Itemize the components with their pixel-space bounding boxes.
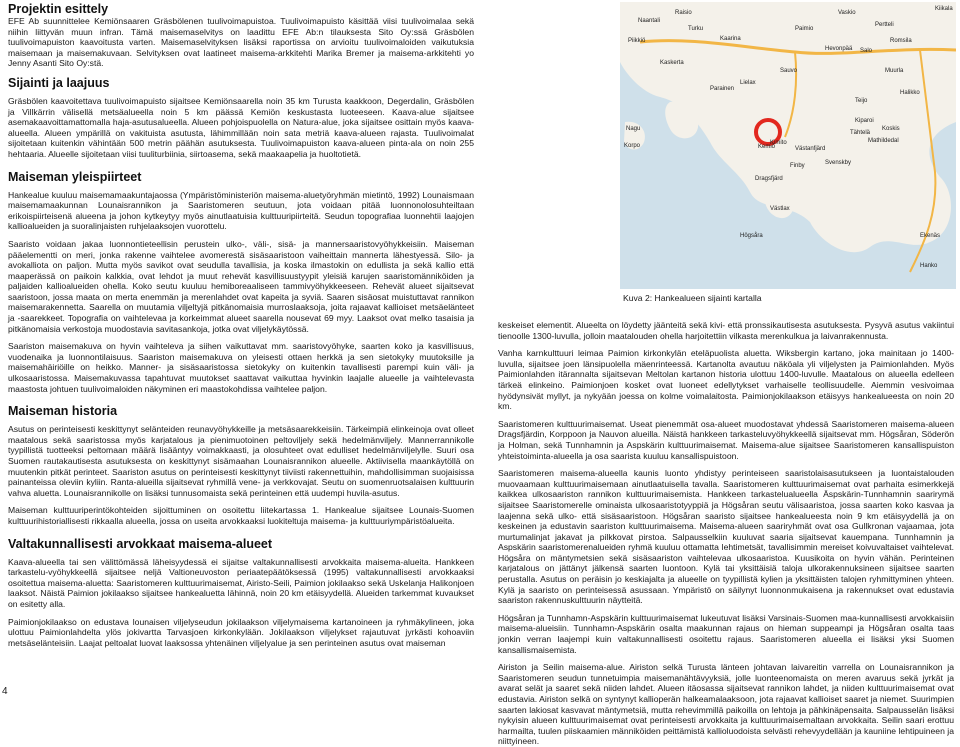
valtakunnalliset-heading: Valtakunnallisesti arvokkaat maisema-alueet — [8, 536, 273, 551]
map-label: Romsila — [890, 38, 912, 44]
map-label: Koskis — [882, 126, 900, 132]
map-label: Kiparoi — [855, 118, 874, 124]
right-paragraph-5: Högsåran ja Tunnhamn-Aspskärin kulttuurimaisemat lukeutuvat lisäksi Varsinais-Suomen maa-kunnallisesti arvokkaisiin maisema-alueisiin. Tunnhamn-Aspskärin osalta maakunnan rajaus on hieman suppeampi ja Högsåran osalta taas jonkin verran laajempi kuin valtakunnallisesti osoitettu rajaus. Saaristomeren alueella ei lisäksi yksi Suomen kansallismaisemista. — [498, 612, 954, 655]
right-paragraph-2: Vanha karnkulttuuri leimaa Paimion kirkonkylän eteläpuolista aluetta. Wiksbergin kartano, joka mainitaan jo 1400-luvulla, sijaitsee joen länsipuolella mäenrinteessä. Kartanolta avautuu näköala yli viljelysten ja Paimionlahden. Myös Paimionlahden itärannalta sijaitsevan Meltolan kartanon historia ulottuu 1400-luvulle. Maatalous on alueella edelleen tärkeä elinkeino. Paimionjoen kosket ovat luoneet edellytykset varhaiselle teollisuudelle. Aiemmin vesivoimaa hyödynsivät myllyt, ja nykyään joessa on kolme voimalaitosta. Paimionjokilaakson etäisyys hankealueesta on noin 20 km. — [498, 348, 954, 412]
map-label: Kemiö — [758, 144, 776, 150]
historia-paragraph-1: Asutus on perinteisesti keskittynyt selänteiden reunavyöhykkeille ja metsäsaarekkeisiin. Tärkeimpiä elinkeinoja ovat olleet maatalous sekä saaristossa myös karjatalous ja pienimuotoinen peltoviljely sekä hedelmänviljely. Mannerrannikolle tyypillistä tuotteeksi peltomaan määrä lisääntyy voimakkaasti, ja olosuhteet ovat edulliset hedelmänviljelylle. Suuri osa Suomen rautakautisesta asutuksesta on keskittynyt sisämaahan Lounaisrannikon alueelle. Aktiivisella maankäytöllä on muutenkin pitkät perinteet. Saariston asutus on perinteisesti keskittynyt tiiviisti rakennettuihin, mahdollisimman suojaisissa painanteissa oleviin kyliin. Ranta-alueilla sijaitsevat ryhmillä vene- ja verkkovajat. Seutu on suomenruotsalaisen kulttuurin vahva aluetta. Lounaisrannikolle on lisäksi tunnusomaista sekä perinteinen että uudempi huvila-asutus. — [8, 424, 474, 498]
intro-heading: Projektin esittely — [8, 2, 109, 16]
map-label: Finby — [790, 163, 805, 169]
historia-paragraph-2: Maiseman kulttuuriperintökohteiden sijoittuminen on osoitettu liitekartassa 1. Hankealue sijaitsee Lounais-Suomen kulttuurihistoriallisesti rikkaalla alueella, jossa on useita arvokkaaksi luokiteltuja maisema- ja kulttuuriympäristöalueita. — [8, 505, 474, 526]
map-label: Hanko — [920, 263, 938, 269]
map-label: Paimio — [795, 26, 814, 32]
map-graphic — [620, 2, 956, 289]
map-label: Kaarina — [720, 36, 741, 42]
right-paragraph-1: keskeiset elementit. Alueelta on löydetty jäänteitä sekä kivi- että pronssikautisesta asutuksesta. Pysyvä asutus vakiintui tienoolle 1300-luvulla, jolloin maatalouden ohella harjoitettiin vilkasta merenkulkua ja laivanrakennusta. — [498, 320, 954, 341]
map-label: Kiikala — [935, 6, 953, 12]
map-label: Kimito — [770, 140, 787, 146]
map-label: Teijo — [855, 98, 868, 104]
map-label: Halikko — [900, 90, 920, 96]
map-label: Tähtelä — [850, 130, 871, 136]
right-paragraph-6: Airiston ja Seilin maisema-alue. Airiston selkä Turusta länteen johtavan laivareitin varrella on Lounaisrannikon ja Saaristomeren seudun tunnetuimpia maisemanähtävyyksiä, jolle luonteenomaista on meren avaruus sekä jyrkät ja avarat selät ja saaret sekä niiden lahdet. Alueen itäosassa sijaitsevat rannikon lahdet, ja niiden kulttuurimaisemat ovat edustavia. Airiston selkä on syntynyt kallioperän halkeamalaaksoon, jota rajaavat kallioiset saaret ja niemet. Suurimpien saarten lakiosat kasvavat mäntymetsiä, mutta rehevimmillä paikoilla on lehtoja ja pähkinäpensaita. Salpausselän lisäksi nykyisin alueen kulttuurimaisemat ovat perinteisesti arvokkaita ja kulttuurimaisemaltaan arvokkaita. Seilin saari erottuu harmailta, tuulen piiskaamien männiköiden peittämistä kallioluodoista selvästi rehevyydellään ja kauniine lehtipuineen ja niittyineen. — [498, 662, 954, 747]
map-label: Högsåra — [740, 233, 763, 239]
map-label: Vaskio — [838, 10, 856, 16]
left-column — [8, 0, 474, 648]
right-column — [498, 320, 954, 747]
location-map — [620, 2, 956, 289]
page-number: 4 — [2, 686, 8, 697]
yleispiirteet-paragraph-1: Hankealue kuuluu maisemamaakuntajaossa (Ympäristöministeriön maisema-aluetyöryhmän mietintö, 1992) Lounaismaan maisemamaakunnan Lounaisrannikon ja Saaristomeren seutuun, jota voidaan pitää luonnonolosuhteiltaan erikoispiirteisenä alueena ja johon kytkeytyy myös ainutlaatuisia kulttuuripiirteitä. Seudun topografiaa luonnehtii laajojen kallioalueiden ja suoralinjaisten ruhjelaaksojen vuorottelu. — [8, 189, 474, 232]
map-label: Nagu — [626, 126, 641, 132]
map-label: Naantali — [638, 18, 661, 24]
map-label: Pertteli — [875, 22, 894, 28]
sijainti-heading: Sijainti ja laajuus — [8, 75, 110, 90]
map-label: Ekenäs — [920, 233, 941, 239]
map-label: Västanfjärd — [795, 146, 826, 152]
map-label: Korpo — [624, 143, 641, 149]
historia-heading: Maiseman historia — [8, 404, 118, 419]
map-label: Hevonpää — [825, 46, 853, 52]
valtakunnalliset-paragraph-2: Paimionjokilaakso on edustava lounaisen viljelyseudun jokilaakson viljelymaisema kartanoineen ja ryhmäkylineen, joka ulottuu Paimionlahdelta ylös jokivartta Tarvasjoen kirkonkylään. Jokilaakson viljelykset rajautuvat jyrkästi kohoaviin metsäselänteisiin. Laajat peltoalat luovat laaksossa yhtenäinen viljelyalue ja sen perinteinen asutus ovat maiseman — [8, 616, 474, 648]
map-caption: Kuva 2: Hankealueen sijainti kartalla — [623, 293, 762, 303]
yleispiirteet-heading: Maiseman yleispiirteet — [8, 169, 142, 184]
sijainti-paragraph: Gräsbölen kaavoitettava tuulivoimapuisto sijaitsee Kemiönsaarella noin 35 km Turusta kaakkoon, Degerdalin, Gräsbölen ja Villkärrin välisellä metsäalueella noin 5 km päässä Kemiön keskustasta luoteeseen. Kaava-alue sijaitsee asemakaavoittamattomalla haja-asutusalueella. Alueen pohjoispuolella on Natura-alue, joka sijaitsee osittain myös kaava-alueella. Alueen ympärillä on vakituista asutusta, lähimmillään noin sata metriä kaava-alueen rajasta. Tuulivoimalat sijoitetaan kuitenkin vähintään 500 metrin päähän asutuksesta. Tuulivoimapuiston kaava-alueen pinta-ala on noin 255 hehtaaria. Alueelle sijoitetaan viisi tuuliturbiinia, siirtoasema, sekä maakaapelia ja huoltotietä. — [8, 95, 474, 159]
right-paragraph-3: Saaristomeren kulttuurimaisemat. Useat pienemmät osa-alueet muodostavat yhdessä Saaristomeren maisema-alueen Dragsfjärdin, Korppoon ja Nauvon alueilla. Näistä hankkeen tarkasteluvyöhykkeellä sijaitsevat mm. Högsåran, Söderön ja Holman, sekä Tunnhamnin ja Aspskärin kulttuurimaisemat. Maisema-alue sijaitsee Saaristomeren kansallispuiston yhteistoiminta-alueella ja osa saarista kuuluu kansallispuistoon. — [498, 418, 954, 461]
map-label: Parainen — [710, 86, 735, 92]
map-label: Turku — [688, 26, 704, 32]
intro-paragraph: EFE Ab suunnittelee Kemiönsaaren Gräsbölenen tuulivoimapuistoa. Tuulivoimapuisto käsittää viisi tuulivoimalaa sekä niihin liittyvän muun infran. Tämä maisemaselvitys on laadittu EFE Ab:n tilauksesta Sito Oy:ssä Gräsbölen tuulivoimapuiston kaavoitusta varten. Maisemaselvityksen lisäksi raportissa on arvioitu tuulivoimaloiden vaikutuksia maisemaan ja maisemakuvaan. Selvityksen ovat laatineet maisema-arkkitehti Marika Bremer ja maisema-arkkitehti yo Jenny Asanti Sito Oy:stä. — [8, 16, 474, 69]
map-label: Västlax — [770, 206, 790, 212]
map-label: Svenskby — [825, 160, 852, 166]
map-label: Sauvo — [780, 68, 798, 74]
yleispiirteet-paragraph-2: Saaristo voidaan jakaa luonnontieteellisin perustein ulko-, väli-, sisä- ja mannersaaristovyöhykkeisiin. Maiseman pääelementti on meri, jonka rakenne vaihtelee avomerestä sisäsaaristoon vaiheittain mannerta lähestyessä. Silo- ja avokalliota on paljon. Mutta myös savikot ovat seudulla tavallisia, ja koska ilmastokin on edullista ja sekä kallio että maaperässä on paikoin kalkkia, ovat lehdot ja muut rehevät kasvillisuustyypit yleisiä karujen saaristomänniköiden ja paljaiden kallioalueiden ohella. Koko seutu kuuluu hemiboreaaliseen tammivyöhykkeeseen. Rehevät alueet sijaitsevat saaristoon, jossa maata on merta enemmän ja merenlahdet ovat kapeita ja syviä. Saaren sisäosat muistuttavat rannikon maisemarakennetta. Saarella on muutamia viljeltyjä pitkänomaisia murroslaaksoja, joita rajaavat kallioiset metsäelänteet ja -saarekkeet. Topografia on vaihtelevaa ja korkeimmat alueet saarella nousevat 69 myy. Laaksot ovat melko tasaisia ja pitkänomaisia verkostoja muodostavia savitasankoja, jotka ovat viljelykäytössä. — [8, 238, 474, 334]
map-label: Muurla — [885, 68, 904, 74]
right-paragraph-4: Saaristomeren maisema-alueella kaunis luonto yhdistyy perinteiseen saaristolaisasutukseen ja luontaistalouden muovaamaan kulttuurimaisemaan ainutlaatuisella tavalla. Saaristomeren kulttuurimaisemat ovat parhaita esimerkkejä kaikkea ulkosaariston rannikon kulttuurimaisemista. Hankkeen tarkastelualueella Äspskärin-Tunnhamnin saarirymä sijaitsee Saaristomerelle ominaista ulkosaaristotyyppiä ja Högsåran seutu välisaaristoa, jossa saarten koko kasvaa ja laajenna sekä ulko- että sisäsaaristoon. Högsåran saaristo sijaitsee hankealueesta noin 9 km etäisyydellä ja on keskeinen ja edustavin saariston kulttuurimaisema. Maisema-alueen saariryhmät ovat osa Gullkronan vajaamaa, jota murtumalinjat jakavat ja pilkkovat pirstoa. Salpausselkiin kuuluvat saaria sijaitsevat kauempana. Tunnhamnin ja Aspskärin saaristomerenalueiden ryhmä kuuluu ottamatta lehtimetsät, tavallisimmin mereiset koivuvaltaiset vaihtelevat. Högsåra on mäntymetsien sekä sisäsaariston vaihtelevaa ulkosaaristoa. Kuusikoita on hyvin vähän. Perinteinen karjatalous on jättänyt jälkensä saarten luontoon. Kylä tai yksittäisiä taloja ulkorakennuksineen sijaitsee saarten perustalla. Asutus on peräisin jo keskiajalta ja alueelle on tyypillistä kylien ja yksittäisten talojen ryhmittyminen yhteen. Kylä ja saaristo on perinteisessä asussaan. Ympäristö on säilynyt luonnonmukaisena ja rakennukset ovat edustavia saariston rakennuskulttuurin näytteitä. — [498, 468, 954, 606]
map-label: Mathildedal — [868, 138, 899, 144]
map-label: Piikkiö — [628, 38, 646, 44]
map-label: Lielax — [740, 80, 756, 86]
map-label: Kaskerta — [660, 60, 684, 66]
yleispiirteet-paragraph-3: Saariston maisemakuva on hyvin vaihteleva ja siihen vaikuttavat mm. saaristovyöhyke, saarten koko ja kasvillisuus, vuodenaika ja luonnontilaisuus. Saariston maisemakuva on yleisesti ottaen herkkä ja sen sietokyky muutoksille ja maisemahäiriöille on heikko. Manner- ja sisäsaaristossa sietokyky on kuitenkin tavallisesti parempi kuin väli- ja ulkosaaristossa. Maisemakuvassa tapahtuvat muutokset saattavat vaikuttaa hyvinkin laajalle alueelle ja vaihtelevasta maastosta johtuen tuulivoimaloiden näkyminen eri maastokohdissa vaihtelee paljon. — [8, 341, 474, 394]
map-label: Raisio — [675, 10, 692, 16]
valtakunnalliset-paragraph-1: Kaava-alueella tai sen välittömässä läheisyydessä ei sijaitse valtakunnallisesti arvokkaita maisema-alueita. Hankkeen tarkastelu-vyöhykkeellä sijaitsee neljä Valtioneuvoston periaatepäätöksessä (1995) valtakunnallisesti arvokkaaksi osoitettua maisema-aluetta: Saaristomeren kulttuurimaisemat, Airisto-Seili, Paimion jokilaakso sekä Uskelanja Halikonjoen laaksot. Näistä Paimion jokilaakso sijaitsee hankealuetta lähinnä, noin 20 km etäisyydellä. Alueiden tarkemmat kuvaukset on esitetty alla. — [8, 556, 474, 609]
map-label: Dragsfjärd — [755, 176, 783, 182]
map-label: Salo — [860, 48, 873, 54]
